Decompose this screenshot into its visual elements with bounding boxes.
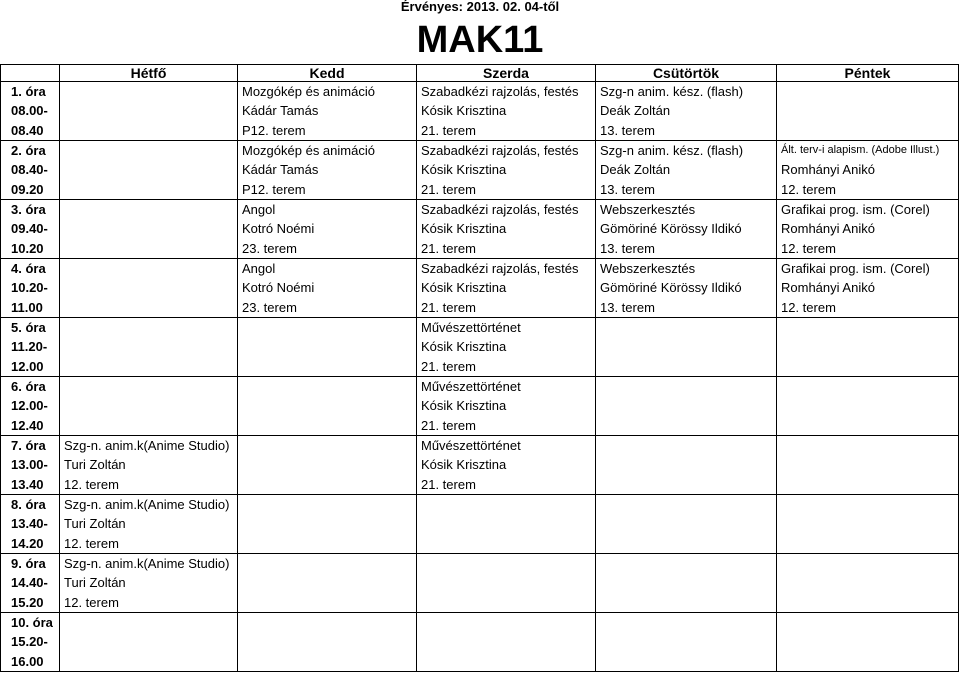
period-row [1, 259, 959, 318]
lesson-teacher: Kósik Krisztina [421, 103, 507, 119]
lesson-subject: Szg-n. anim.k(Anime Studio) [64, 497, 230, 512]
empty-cell [596, 554, 777, 613]
lesson-room: 12. terem [64, 476, 119, 492]
lesson-cell [417, 200, 596, 259]
period-end: 12.00 [11, 358, 44, 374]
lesson-subject: Szg-n anim. kész. (flash) [600, 143, 744, 158]
lesson-cell [238, 259, 417, 318]
period-row [1, 377, 959, 436]
lesson-teacher: Turi Zoltán [64, 575, 126, 591]
empty-cell [60, 82, 238, 141]
lesson-teacher: Romhányi Anikó [781, 162, 875, 178]
lesson-cell [417, 318, 596, 377]
lesson-cell [596, 259, 777, 318]
lesson-room: 12. terem [781, 240, 836, 256]
lesson-cell [238, 141, 417, 200]
lesson-room: 12. terem [64, 594, 119, 610]
lesson-teacher: Gömöriné Körössy Ildikó [600, 221, 742, 237]
lesson-cell [417, 82, 596, 141]
empty-cell [596, 613, 777, 672]
lesson-room: 21. terem [421, 358, 476, 374]
period-time-cell [1, 200, 60, 259]
lesson-subject: Művészettörténet [421, 379, 521, 394]
lesson-subject: Művészettörténet [421, 438, 521, 453]
empty-cell [238, 613, 417, 672]
empty-cell [417, 495, 596, 554]
lesson-cell [417, 436, 596, 495]
lesson-room: 23. terem [242, 240, 297, 256]
period-end: 09.20 [11, 181, 44, 197]
empty-cell [777, 613, 959, 672]
lesson-teacher: Turi Zoltán [64, 516, 126, 532]
lesson-subject: Szg-n anim. kész. (flash) [600, 84, 744, 99]
empty-cell [596, 318, 777, 377]
lesson-subject: Webszerkesztés [600, 261, 696, 276]
period-end: 14.20 [11, 535, 44, 551]
period-label: 9. óra [11, 556, 46, 571]
period-time-cell [1, 318, 60, 377]
lesson-room: 21. terem [421, 122, 476, 138]
day-header: Kedd [238, 65, 417, 82]
empty-cell [238, 377, 417, 436]
lesson-room: 21. terem [421, 417, 476, 433]
day-header: Hétfő [60, 65, 238, 82]
period-start: 09.40- [11, 221, 48, 237]
period-label: 1. óra [11, 84, 46, 99]
lesson-cell [777, 141, 959, 200]
period-start: 12.00- [11, 398, 48, 414]
period-time-cell [1, 259, 60, 318]
lesson-cell [417, 377, 596, 436]
lesson-cell [777, 200, 959, 259]
period-label: 5. óra [11, 320, 46, 335]
empty-cell [238, 436, 417, 495]
corner-cell [1, 65, 60, 82]
lesson-cell [238, 200, 417, 259]
period-start: 08.40- [11, 162, 48, 178]
lesson-room: 13. terem [600, 181, 655, 197]
period-row [1, 141, 959, 200]
lesson-teacher: Romhányi Anikó [781, 221, 875, 237]
lesson-cell [596, 82, 777, 141]
period-end: 11.00 [11, 299, 43, 315]
period-row [1, 495, 959, 554]
period-time-cell [1, 436, 60, 495]
period-time-cell [1, 82, 60, 141]
lesson-teacher: Kotró Noémi [242, 221, 315, 237]
lesson-room: 13. terem [600, 122, 655, 138]
period-start: 13.40- [11, 516, 48, 532]
lesson-subject: Szg-n. anim.k(Anime Studio) [64, 556, 230, 571]
day-header-row [1, 65, 959, 82]
lesson-cell [777, 259, 959, 318]
lesson-teacher: Kádár Tamás [242, 103, 319, 119]
lesson-teacher: Turi Zoltán [64, 457, 126, 473]
lesson-subject: Szg-n. anim.k(Anime Studio) [64, 438, 230, 453]
empty-cell [60, 613, 238, 672]
lesson-teacher: Kósik Krisztina [421, 398, 507, 414]
lesson-cell [60, 436, 238, 495]
lesson-teacher: Kádár Tamás [242, 162, 319, 178]
lesson-room: 21. terem [421, 299, 476, 315]
empty-cell [777, 318, 959, 377]
lesson-teacher: Gömöriné Körössy Ildikó [600, 280, 742, 296]
period-start: 15.20- [11, 634, 48, 650]
lesson-teacher: Kósik Krisztina [421, 457, 507, 473]
empty-cell [417, 554, 596, 613]
empty-cell [60, 200, 238, 259]
period-row [1, 554, 959, 613]
lesson-room: 13. terem [600, 299, 655, 315]
empty-cell [777, 554, 959, 613]
lesson-subject: Ált. terv-i alapism. (Adobe Illust.) [781, 144, 940, 156]
lesson-teacher: Deák Zoltán [600, 162, 671, 178]
lesson-teacher: Deák Zoltán [600, 103, 671, 119]
lesson-cell [238, 82, 417, 141]
lesson-subject: Webszerkesztés [600, 202, 696, 217]
period-start: 14.40- [11, 575, 48, 591]
timetable-body [1, 82, 959, 672]
empty-cell [777, 495, 959, 554]
lesson-room: 21. terem [421, 181, 476, 197]
empty-cell [596, 495, 777, 554]
empty-cell [60, 318, 238, 377]
lesson-room: P12. terem [242, 181, 306, 197]
lesson-subject: Mozgókép és animáció [242, 143, 375, 158]
period-time-cell [1, 141, 60, 200]
lesson-cell [60, 495, 238, 554]
period-end: 08.40 [11, 122, 44, 138]
lesson-teacher: Kósik Krisztina [421, 162, 507, 178]
period-start: 11.20- [11, 339, 48, 355]
period-end: 10.20 [11, 240, 44, 256]
lesson-subject: Szabadkézi rajzolás, festés [421, 143, 579, 158]
lesson-room: P12. terem [242, 122, 306, 138]
period-label: 4. óra [11, 261, 46, 276]
empty-cell [238, 554, 417, 613]
period-label: 2. óra [11, 143, 46, 158]
lesson-subject: Mozgókép és animáció [242, 84, 375, 99]
empty-cell [417, 613, 596, 672]
period-label: 3. óra [11, 202, 46, 217]
lesson-cell [596, 141, 777, 200]
day-header: Csütörtök [596, 65, 777, 82]
lesson-cell [60, 554, 238, 613]
period-row [1, 200, 959, 259]
lesson-subject: Művészettörténet [421, 320, 521, 335]
timetable [0, 64, 959, 672]
class-title: MAK11 [416, 19, 544, 61]
empty-cell [60, 141, 238, 200]
period-label: 10. óra [11, 615, 53, 630]
lesson-subject: Szabadkézi rajzolás, festés [421, 202, 579, 217]
period-time-cell [1, 495, 60, 554]
period-end: 15.20 [11, 594, 44, 610]
empty-cell [60, 377, 238, 436]
empty-cell [777, 82, 959, 141]
lesson-cell [596, 200, 777, 259]
lesson-teacher: Kósik Krisztina [421, 280, 507, 296]
lesson-room: 12. terem [781, 299, 836, 315]
lesson-room: 13. terem [600, 240, 655, 256]
empty-cell [60, 259, 238, 318]
lesson-subject: Angol [242, 202, 276, 217]
lesson-subject: Grafikai prog. ism. (Corel) [781, 261, 930, 276]
period-row [1, 318, 959, 377]
period-row [1, 436, 959, 495]
period-end: 12.40 [11, 417, 44, 433]
lesson-room: 23. terem [242, 299, 297, 315]
lesson-teacher: Kotró Noémi [242, 280, 315, 296]
period-row [1, 613, 959, 672]
lesson-room: 12. terem [781, 181, 836, 197]
period-start: 10.20- [11, 280, 48, 296]
period-start: 08.00- [11, 103, 48, 119]
lesson-teacher: Kósik Krisztina [421, 339, 507, 355]
period-label: 7. óra [11, 438, 46, 453]
lesson-room: 12. terem [64, 535, 119, 551]
lesson-subject: Szabadkézi rajzolás, festés [421, 261, 579, 276]
period-label: 8. óra [11, 497, 46, 512]
period-time-cell [1, 554, 60, 613]
period-end: 16.00 [11, 653, 44, 669]
lesson-subject: Grafikai prog. ism. (Corel) [781, 202, 930, 217]
lesson-subject: Angol [242, 261, 276, 276]
lesson-teacher: Romhányi Anikó [781, 280, 875, 296]
day-header: Péntek [777, 65, 959, 82]
empty-cell [777, 377, 959, 436]
period-start: 13.00- [11, 457, 48, 473]
empty-cell [596, 436, 777, 495]
lesson-room: 21. terem [421, 476, 476, 492]
period-label: 6. óra [11, 379, 46, 394]
lesson-subject: Szabadkézi rajzolás, festés [421, 84, 579, 99]
period-time-cell [1, 377, 60, 436]
period-end: 13.40 [11, 476, 44, 492]
period-time-cell [1, 613, 60, 672]
lesson-room: 21. terem [421, 240, 476, 256]
day-header: Szerda [417, 65, 596, 82]
empty-cell [238, 495, 417, 554]
validity-date: Érvényes: 2013. 02. 04-től [400, 0, 560, 14]
empty-cell [596, 377, 777, 436]
period-row [1, 82, 959, 141]
empty-cell [777, 436, 959, 495]
lesson-teacher: Kósik Krisztina [421, 221, 507, 237]
lesson-cell [417, 141, 596, 200]
empty-cell [238, 318, 417, 377]
lesson-cell [417, 259, 596, 318]
